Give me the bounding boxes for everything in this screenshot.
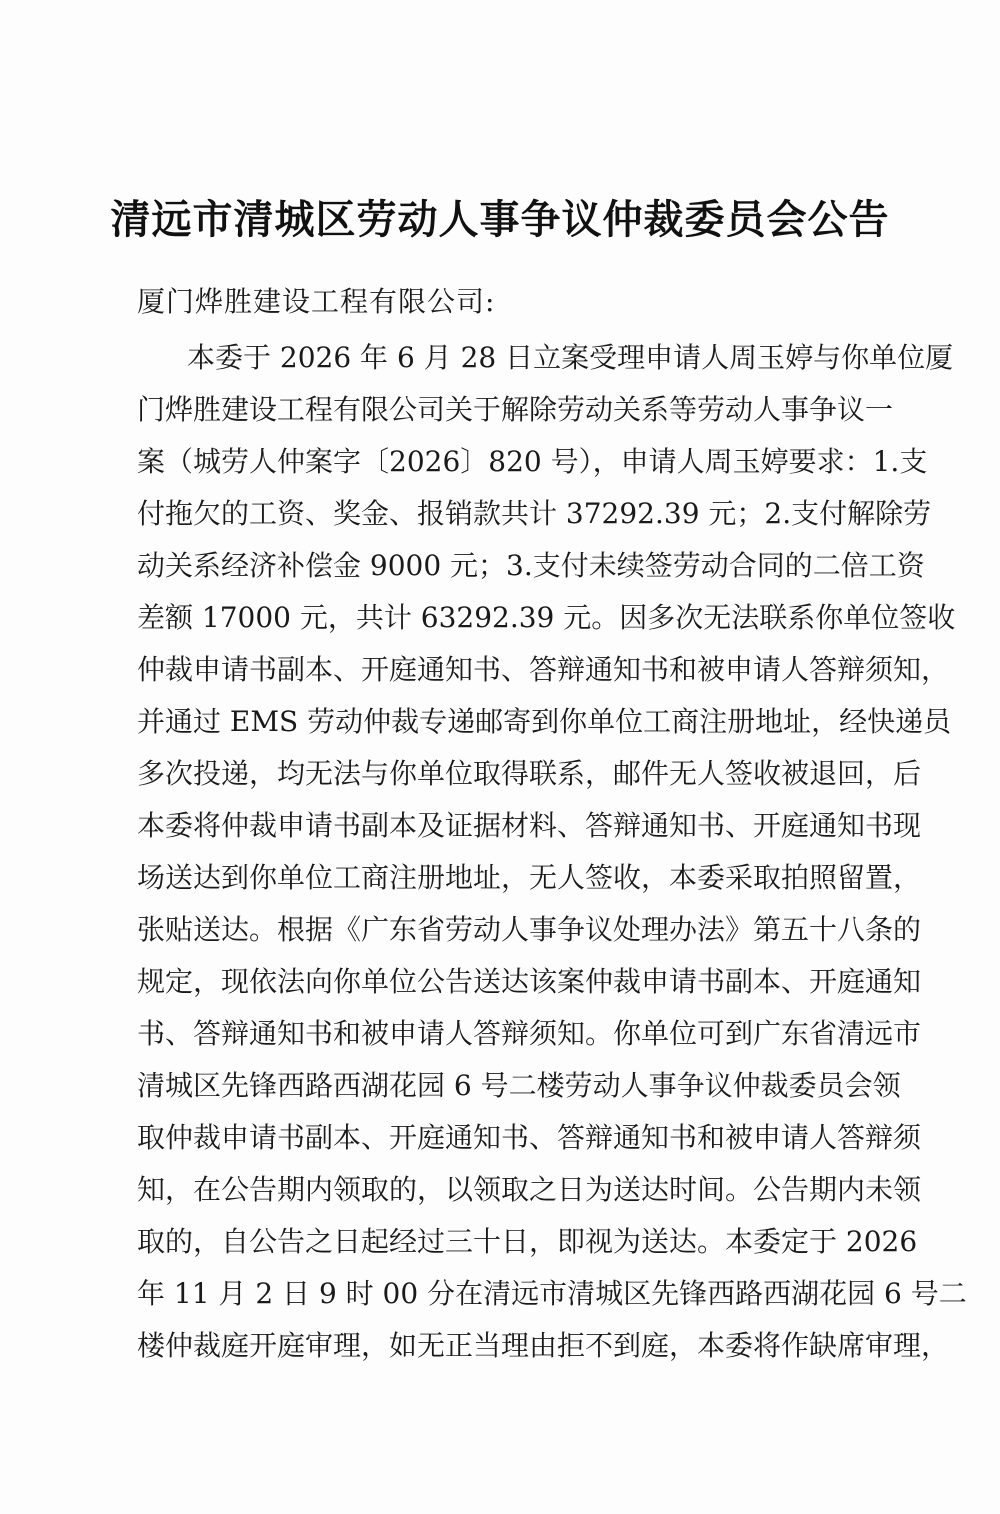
body-line: 清城区先锋西路西湖花园 6 号二楼劳动人事争议仲裁委员会领 bbox=[137, 1069, 901, 1102]
addressee: 厦门烨胜建设工程有限公司: bbox=[137, 285, 496, 318]
body-line: 多次投递，均无法与你单位取得联系，邮件无人签收被退回，后 bbox=[137, 757, 922, 790]
body-line: 仲裁申请书副本、开庭通知书、答辩通知书和被申请人答辩须知， bbox=[137, 653, 950, 686]
body-line: 取的，自公告之日起经过三十日，即视为送达。本委定于 2026 bbox=[137, 1225, 918, 1258]
notice-body bbox=[137, 332, 967, 1372]
body-line: 案（城劳人仲案字〔2026〕820 号），申请人周玉婷要求：1.支 bbox=[137, 445, 928, 478]
body-line: 知，在公告期内领取的，以领取之日为送达时间。公告期内未领 bbox=[137, 1173, 922, 1206]
body-line: 场送达到你单位工商注册地址，无人签收，本委采取拍照留置， bbox=[137, 861, 922, 894]
body-line: 本委将仲裁申请书副本及证据材料、答辩通知书、开庭通知书现 bbox=[137, 809, 922, 842]
body-line: 并通过 EMS 劳动仲裁专递邮寄到你单位工商注册地址，经快递员 bbox=[137, 705, 952, 738]
body-line: 年 11 月 2 日 9 时 00 分在清远市清城区先锋西路西湖花园 6 号二 bbox=[137, 1277, 967, 1310]
body-line: 规定，现依法向你单位公告送达该案仲裁申请书副本、开庭通知 bbox=[137, 965, 922, 998]
body-line: 书、答辩通知书和被申请人答辩须知。你单位可到广东省清远市 bbox=[137, 1017, 922, 1050]
body-line: 取仲裁申请书副本、开庭通知书、答辩通知书和被申请人答辩须 bbox=[137, 1121, 922, 1154]
document-title: 清远市清城区劳动人事争议仲裁委员会公告 bbox=[110, 197, 890, 243]
body-line: 本委于 2026 年 6 月 28 日立案受理申请人周玉婷与你单位厦 bbox=[187, 341, 954, 374]
body-line: 张贴送达。根据《广东省劳动人事争议处理办法》第五十八条的 bbox=[137, 913, 922, 946]
body-line: 差额 17000 元，共计 63292.39 元。因多次无法联系你单位签收 bbox=[137, 601, 956, 634]
body-line: 付拖欠的工资、奖金、报销款共计 37292.39 元；2.支付解除劳 bbox=[137, 497, 932, 530]
body-line: 门烨胜建设工程有限公司关于解除劳动关系等劳动人事争议一 bbox=[137, 393, 894, 426]
body-line: 楼仲裁庭开庭审理，如无正当理由拒不到庭，本委将作缺席审理， bbox=[137, 1329, 950, 1362]
body-line: 动关系经济补偿金 9000 元；3.支付未续签劳动合同的二倍工资 bbox=[137, 549, 925, 582]
